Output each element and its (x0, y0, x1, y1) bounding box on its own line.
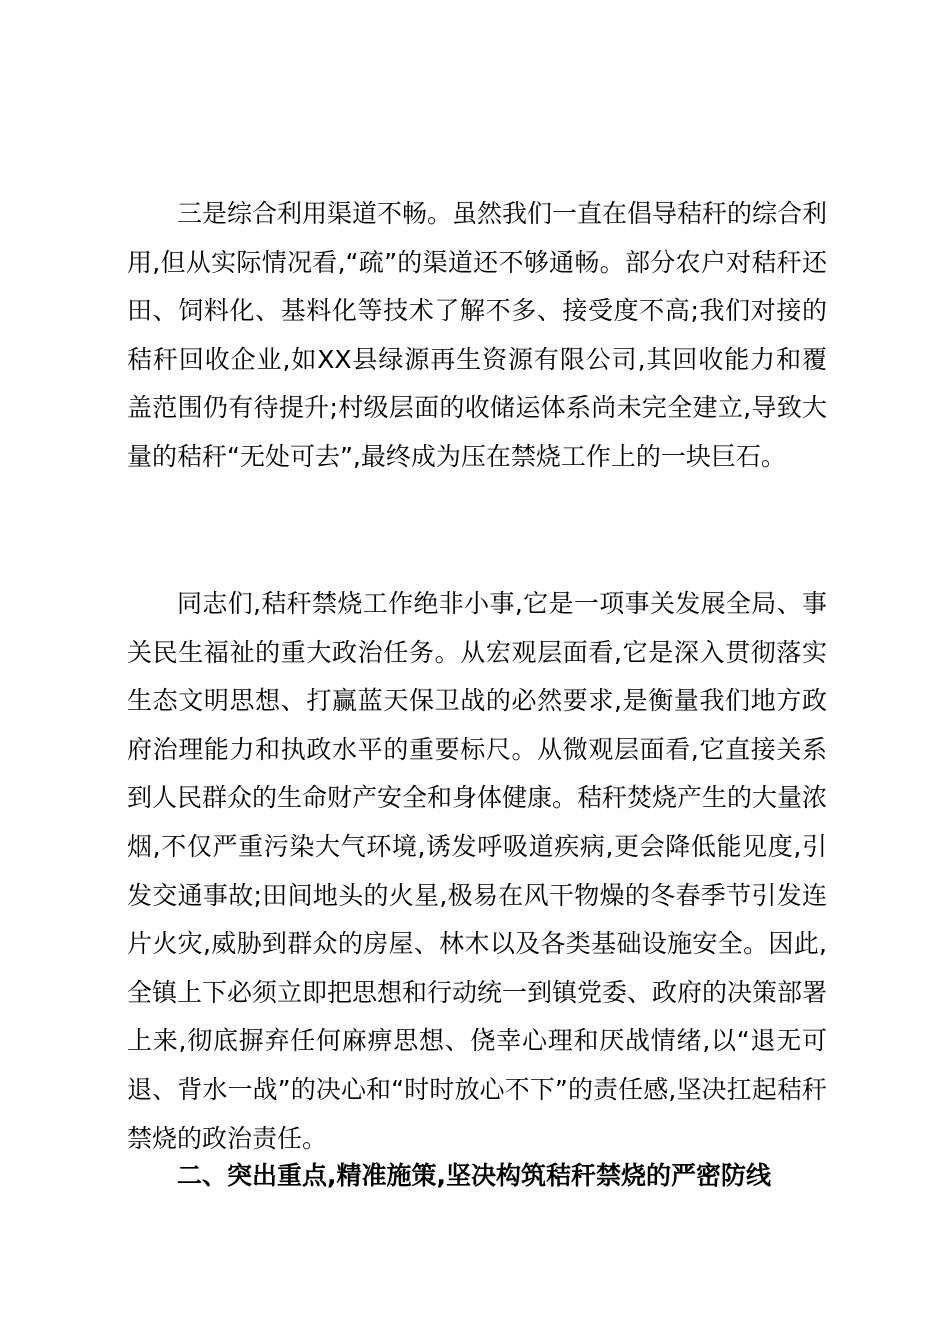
section-heading: 二、突出重点,精准施策,坚决构筑秸秆禁烧的严密防线 (177, 1161, 771, 1190)
paragraph-utilization-channels: 三是综合利用渠道不畅。虽然我们一直在倡导秸秆的综合利用,但从实际情况看,“疏”的渠道还不够通畅。部分农户对秸秆还田、饲料化、基料化等技术了解不多、接受度不高;我们对接的秸秆回收企业,如XX县绿源再生资源有限公司,其回收能力和覆盖范围仍有待提升;村级层面的收储运体系尚未完全建立,导致大量的秸秆“无处可去”,最终成为压在禁烧工作上的一块巨石。 (127, 199, 828, 471)
paragraph-political-task: 同志们,秸秆禁烧工作绝非小事,它是一项事关发展全局、事关民生福祉的重大政治任务。从宏观层面看,它是深入贯彻落实生态文明思想、打赢蓝天保卫战的必然要求,是衡量我们地方政府治理能力和执政水平的重要标尺。从微观层面看,它直接关系到人民群众的生命财产安全和身体健康。秸秆焚烧产生的大量浓烟,不仅严重污染大气环境,诱发呼吸道疾病,更会降低能见度,引发交通事故;田间地头的火星,极易在风干物燥的冬春季节引发连片火灾,威胁到群众的房屋、林木以及各类基础设施安全。因此,全镇上下必须立即把思想和行动统一到镇党委、政府的决策部署上来,彻底摒弃任何麻痹思想、侥幸心理和厌战情绪,以“退无可退、背水一战”的决心和“时时放心不下”的责任感,坚决扛起秸秆禁烧的政治责任。 (127, 589, 828, 1153)
